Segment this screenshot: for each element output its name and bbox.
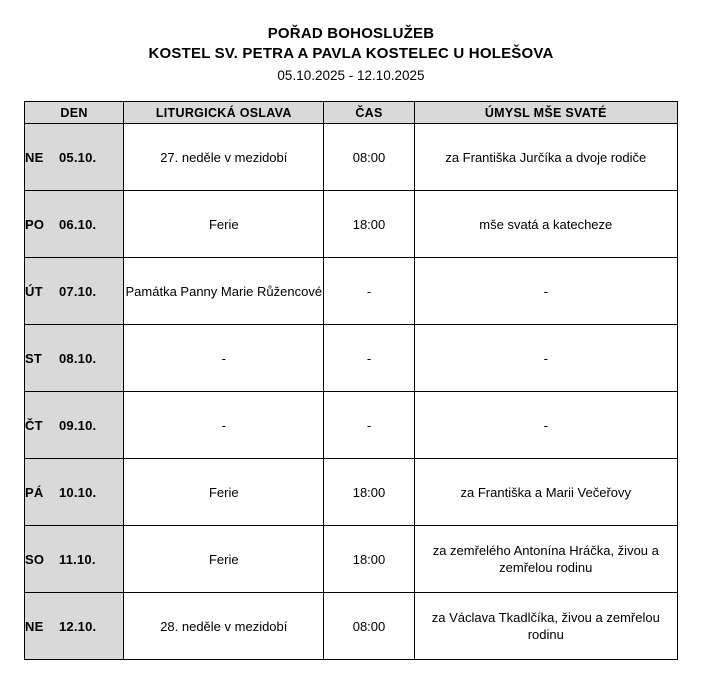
table-row <box>25 593 678 660</box>
table-header <box>25 102 678 124</box>
day-name: ST <box>25 350 43 366</box>
day-cell <box>25 191 124 258</box>
time-cell: 18:00 <box>324 526 414 593</box>
feast-cell: Ferie <box>124 191 324 258</box>
table-row <box>25 124 678 191</box>
intention-cell: za Františka a Marii Večeřovy <box>414 459 677 526</box>
column-header-intention: ÚMYSL MŠE SVATÉ <box>414 102 677 124</box>
table-body <box>25 124 678 660</box>
time-cell: - <box>324 392 414 459</box>
feast-cell: - <box>124 325 324 392</box>
day-name: NE <box>25 618 44 634</box>
day-cell <box>25 124 124 191</box>
day-date: 09.10. <box>59 417 97 433</box>
intention-cell: mše svatá a katecheze <box>414 191 677 258</box>
column-header-time: ČAS <box>324 102 414 124</box>
table-row <box>25 325 678 392</box>
time-cell: 18:00 <box>324 191 414 258</box>
column-header-day: DEN <box>25 102 124 124</box>
day-name: PÁ <box>25 484 44 500</box>
schedule-table-wrapper <box>24 101 678 660</box>
day-cell <box>25 459 124 526</box>
day-cell <box>25 526 124 593</box>
day-date: 12.10. <box>59 618 97 634</box>
table-row <box>25 392 678 459</box>
time-cell: 18:00 <box>324 459 414 526</box>
day-name: NE <box>25 149 44 165</box>
day-cell <box>25 258 124 325</box>
day-name: PO <box>25 216 45 232</box>
intention-cell: za Václava Tkadlčíka, živou a zemřelou rodinu <box>414 593 677 660</box>
day-cell <box>25 593 124 660</box>
schedule-table <box>24 101 678 660</box>
day-cell <box>25 392 124 459</box>
time-cell: - <box>324 325 414 392</box>
document-title: POŘAD BOHOSLUŽEB <box>267 25 435 42</box>
day-date: 07.10. <box>59 283 97 299</box>
feast-cell: - <box>124 392 324 459</box>
day-date: 11.10. <box>59 551 96 567</box>
table-row <box>25 258 678 325</box>
table-row <box>25 191 678 258</box>
intention-cell: - <box>414 258 677 325</box>
day-name: SO <box>25 551 45 567</box>
day-date: 10.10. <box>59 484 97 500</box>
day-date: 05.10. <box>59 149 97 165</box>
feast-cell: Ferie <box>124 459 324 526</box>
table-row <box>25 526 678 593</box>
feast-cell: Památka Panny Marie Růžencové <box>124 258 324 325</box>
table-header-row <box>25 102 678 124</box>
time-cell: - <box>324 258 414 325</box>
feast-cell: 28. neděle v mezidobí <box>124 593 324 660</box>
document-header <box>0 0 702 86</box>
time-cell: 08:00 <box>324 593 414 660</box>
time-cell: 08:00 <box>324 124 414 191</box>
date-range: 05.10.2025 - 12.10.2025 <box>277 68 425 83</box>
day-cell <box>25 325 124 392</box>
column-header-feast: LITURGICKÁ OSLAVA <box>124 102 324 124</box>
feast-cell: 27. neděle v mezidobí <box>124 124 324 191</box>
intention-cell: - <box>414 392 677 459</box>
intention-cell: - <box>414 325 677 392</box>
day-date: 08.10. <box>59 350 97 366</box>
document-subtitle: KOSTEL SV. PETRA A PAVLA KOSTELEC U HOLEŠOVA <box>148 45 554 62</box>
day-date: 06.10. <box>59 216 97 232</box>
day-name: ČT <box>25 417 43 433</box>
intention-cell: za Františka Jurčíka a dvoje rodiče <box>414 124 677 191</box>
table-row <box>25 459 678 526</box>
day-name: ÚT <box>25 283 43 299</box>
intention-cell: za zemřelého Antonína Hráčka, živou a zemřelou rodinu <box>414 526 677 593</box>
feast-cell: Ferie <box>124 526 324 593</box>
